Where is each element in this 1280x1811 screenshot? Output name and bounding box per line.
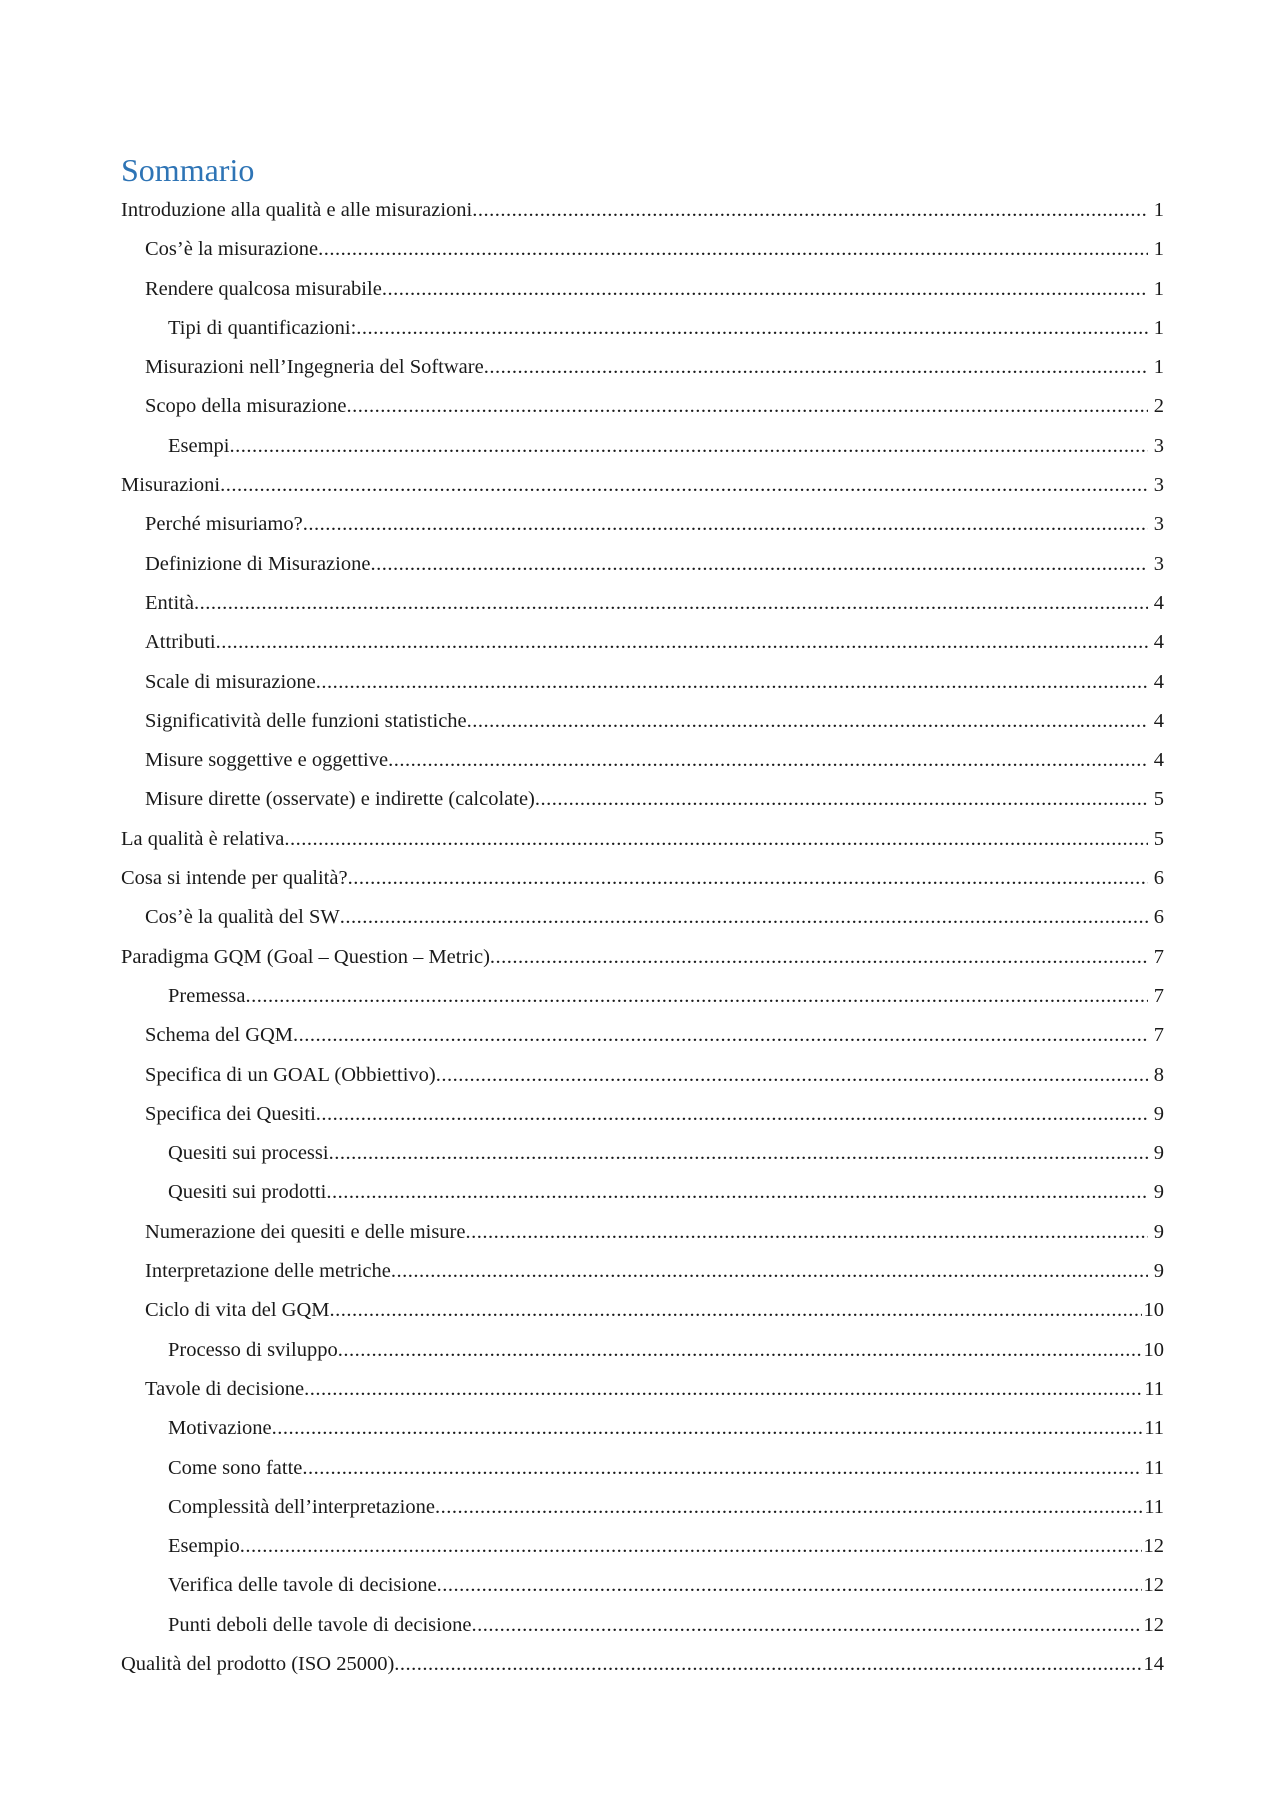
dot-leader [316, 670, 1148, 694]
toc-entry-label: Qualità del prodotto (ISO 25000) [121, 1652, 395, 1675]
toc-entry[interactable] [121, 866, 1164, 905]
toc-entry[interactable] [121, 1180, 1164, 1219]
toc-entry[interactable] [121, 1141, 1164, 1180]
toc-entry[interactable] [121, 984, 1164, 1023]
dot-leader [436, 1063, 1148, 1087]
dot-leader [284, 827, 1148, 851]
toc-entry-page-number: 5 [1153, 827, 1164, 850]
toc-entry-label: Tavole di decisione [145, 1377, 305, 1400]
toc-entry-label: Quesiti sui processi [168, 1142, 329, 1165]
dot-leader [230, 434, 1149, 458]
dot-leader [326, 1180, 1148, 1204]
toc-entry-label: Premessa [168, 984, 246, 1007]
toc-entry-page-number: 4 [1153, 670, 1164, 693]
dot-leader [484, 355, 1148, 379]
document-page [121, 150, 1164, 1691]
toc-entry[interactable] [121, 1573, 1164, 1612]
toc-entry-page-number: 6 [1153, 906, 1164, 929]
dot-leader [467, 709, 1148, 733]
toc-entry[interactable] [121, 945, 1164, 984]
toc-entry-label: Perché misuriamo? [145, 513, 303, 536]
toc-entry[interactable] [121, 1613, 1164, 1652]
toc-entry[interactable] [121, 827, 1164, 866]
toc-entry-page-number: 3 [1153, 552, 1164, 575]
toc-entry[interactable] [121, 1102, 1164, 1141]
toc-entry-page-number: 1 [1153, 199, 1164, 221]
toc-entry[interactable] [121, 1377, 1164, 1416]
toc-entry-label: Cos’è la qualità del SW [145, 906, 340, 929]
dot-leader [340, 905, 1148, 929]
toc-entry-page-number: 10 [1143, 1299, 1164, 1322]
toc-entry[interactable] [121, 787, 1164, 826]
toc-entry-label: Numerazione dei quesiti e delle misure [145, 1220, 466, 1243]
toc-entry-page-number: 3 [1153, 474, 1164, 497]
toc-entry-page-number: 6 [1153, 867, 1164, 890]
dot-leader [394, 1652, 1141, 1676]
toc-entry[interactable] [121, 1416, 1164, 1455]
toc-entry-page-number: 7 [1153, 945, 1164, 968]
dot-leader [382, 277, 1148, 301]
toc-entry-label: Misurazioni [121, 474, 221, 497]
toc-title: Sommario [121, 152, 255, 188]
toc-entry-page-number: 3 [1153, 434, 1164, 457]
toc-entry-page-number: 11 [1144, 1495, 1164, 1518]
dot-leader [370, 552, 1148, 576]
toc-entry-page-number: 9 [1153, 1260, 1164, 1283]
dot-leader [391, 1259, 1148, 1283]
toc-entry[interactable] [121, 1220, 1164, 1259]
toc-entry[interactable] [121, 198, 1164, 237]
toc-entry[interactable] [121, 1495, 1164, 1534]
toc-entry-label: Tipi di quantificazioni: [168, 316, 357, 339]
toc-entry-page-number: 4 [1153, 591, 1164, 614]
toc-entry[interactable] [121, 1534, 1164, 1573]
dot-leader [216, 630, 1148, 654]
toc-entry-page-number: 1 [1153, 356, 1164, 379]
toc-entry[interactable] [121, 434, 1164, 473]
dot-leader [293, 1023, 1148, 1047]
toc-entry-label: Verifica delle tavole di decisione [168, 1574, 437, 1597]
toc-entry[interactable] [121, 473, 1164, 512]
toc-entry-page-number: 1 [1153, 238, 1164, 261]
dot-leader [490, 945, 1148, 969]
toc-entry-label: Entità [145, 591, 194, 614]
dot-leader [302, 1456, 1142, 1480]
dot-leader [338, 1338, 1142, 1362]
dot-leader [329, 1298, 1141, 1322]
toc-entry-label: Scale di misurazione [145, 670, 316, 693]
toc-entry-label: Complessità dell’interpretazione [168, 1495, 435, 1518]
toc-entry-label: Interpretazione delle metriche [145, 1260, 391, 1283]
toc-entry[interactable] [121, 630, 1164, 669]
toc-entry-page-number: 1 [1153, 277, 1164, 300]
toc-entry-label: Scopo della misurazione [145, 395, 347, 418]
dot-leader [272, 1416, 1143, 1440]
toc-entry[interactable] [121, 316, 1164, 355]
toc-entry-label: Paradigma GQM (Goal – Question – Metric) [121, 945, 490, 968]
toc-entry[interactable] [121, 1259, 1164, 1298]
toc-entry[interactable] [121, 1023, 1164, 1062]
dot-leader [318, 237, 1148, 261]
toc-entry[interactable] [121, 512, 1164, 551]
toc-entry[interactable] [121, 1063, 1164, 1102]
dot-leader [329, 1141, 1148, 1165]
toc-entry[interactable] [121, 1652, 1164, 1691]
toc-entry[interactable] [121, 1298, 1164, 1337]
toc-entry-label: Attributi [145, 631, 216, 654]
toc-entry[interactable] [121, 277, 1164, 316]
toc-entry-page-number: 12 [1143, 1574, 1164, 1597]
toc-entry-label: Motivazione [168, 1417, 272, 1440]
dot-leader [220, 473, 1148, 497]
toc-entry-label: Esempi [168, 434, 230, 457]
toc-entry-label: Cosa si intende per qualità? [121, 867, 348, 890]
toc-entry-label: La qualità è relativa [121, 827, 285, 850]
toc-entry-label: Significatività delle funzioni statistiche [145, 709, 467, 732]
dot-leader [471, 1613, 1141, 1637]
toc-entry-page-number: 1 [1153, 316, 1164, 339]
toc-entry-label: Misure soggettive e oggettive [145, 749, 389, 772]
toc-entry[interactable] [121, 237, 1164, 276]
toc-entry-page-number: 5 [1153, 788, 1164, 811]
toc-entry-page-number: 11 [1144, 1417, 1164, 1440]
toc-entry-label: Punti deboli delle tavole di decisione [168, 1613, 472, 1636]
dot-leader [316, 1102, 1148, 1126]
table-of-contents [121, 198, 1164, 1691]
toc-entry-page-number: 12 [1143, 1613, 1164, 1636]
toc-entry-page-number: 7 [1153, 984, 1164, 1007]
toc-entry-page-number: 4 [1153, 749, 1164, 772]
dot-leader [240, 1534, 1142, 1558]
toc-entry-label: Schema del GQM [145, 1024, 294, 1047]
dot-leader [356, 316, 1148, 340]
toc-entry-page-number: 9 [1153, 1142, 1164, 1165]
dot-leader [465, 1220, 1148, 1244]
toc-entry-label: Misurazioni nell’Ingegneria del Software [145, 356, 484, 379]
toc-entry-page-number: 7 [1153, 1024, 1164, 1047]
toc-entry-label: Specifica di un GOAL (Obbiettivo) [145, 1063, 436, 1086]
toc-entry-page-number: 4 [1153, 631, 1164, 654]
dot-leader [437, 1573, 1142, 1597]
dot-leader [304, 1377, 1142, 1401]
toc-entry-page-number: 2 [1153, 395, 1164, 418]
toc-entry-label: Cos’è la misurazione [145, 238, 319, 261]
toc-entry-page-number: 8 [1153, 1063, 1164, 1086]
dot-leader [388, 748, 1148, 772]
dot-leader [245, 984, 1148, 1008]
toc-entry-page-number: 14 [1143, 1652, 1164, 1675]
dot-leader [535, 787, 1148, 811]
toc-entry-page-number: 4 [1153, 709, 1164, 732]
toc-entry[interactable] [121, 905, 1164, 944]
toc-entry-label: Introduzione alla qualità e alle misurazioni [121, 199, 473, 221]
dot-leader [472, 198, 1148, 222]
toc-entry-page-number: 12 [1143, 1535, 1164, 1558]
toc-entry[interactable] [121, 1338, 1164, 1377]
toc-entry[interactable] [121, 748, 1164, 787]
toc-entry-page-number: 9 [1153, 1181, 1164, 1204]
toc-entry-page-number: 11 [1144, 1377, 1164, 1400]
toc-entry-page-number: 11 [1144, 1456, 1164, 1479]
toc-entry[interactable] [121, 394, 1164, 433]
toc-entry[interactable] [121, 552, 1164, 591]
toc-entry-label: Definizione di Misurazione [145, 552, 371, 575]
toc-entry-label: Esempio [168, 1535, 240, 1558]
toc-entry-label: Come sono fatte [168, 1456, 303, 1479]
toc-entry[interactable] [121, 670, 1164, 709]
toc-entry-label: Specifica dei Quesiti [145, 1102, 316, 1125]
toc-entry-page-number: 9 [1153, 1220, 1164, 1243]
dot-leader [348, 866, 1148, 890]
toc-entry[interactable] [121, 1456, 1164, 1495]
toc-entry-label: Rendere qualcosa misurabile [145, 277, 382, 300]
toc-entry-page-number: 9 [1153, 1102, 1164, 1125]
toc-entry-label: Ciclo di vita del GQM [145, 1299, 330, 1322]
toc-entry-label: Processo di sviluppo [168, 1338, 338, 1361]
toc-entry[interactable] [121, 355, 1164, 394]
toc-entry-label: Quesiti sui prodotti [168, 1181, 327, 1204]
toc-entry[interactable] [121, 591, 1164, 630]
dot-leader [347, 394, 1148, 418]
toc-entry[interactable] [121, 709, 1164, 748]
toc-entry-page-number: 3 [1153, 513, 1164, 536]
dot-leader [435, 1495, 1142, 1519]
toc-entry-page-number: 10 [1143, 1338, 1164, 1361]
dot-leader [303, 512, 1148, 536]
toc-entry-label: Misure dirette (osservate) e indirette (calcolate) [145, 788, 535, 811]
dot-leader [194, 591, 1148, 615]
